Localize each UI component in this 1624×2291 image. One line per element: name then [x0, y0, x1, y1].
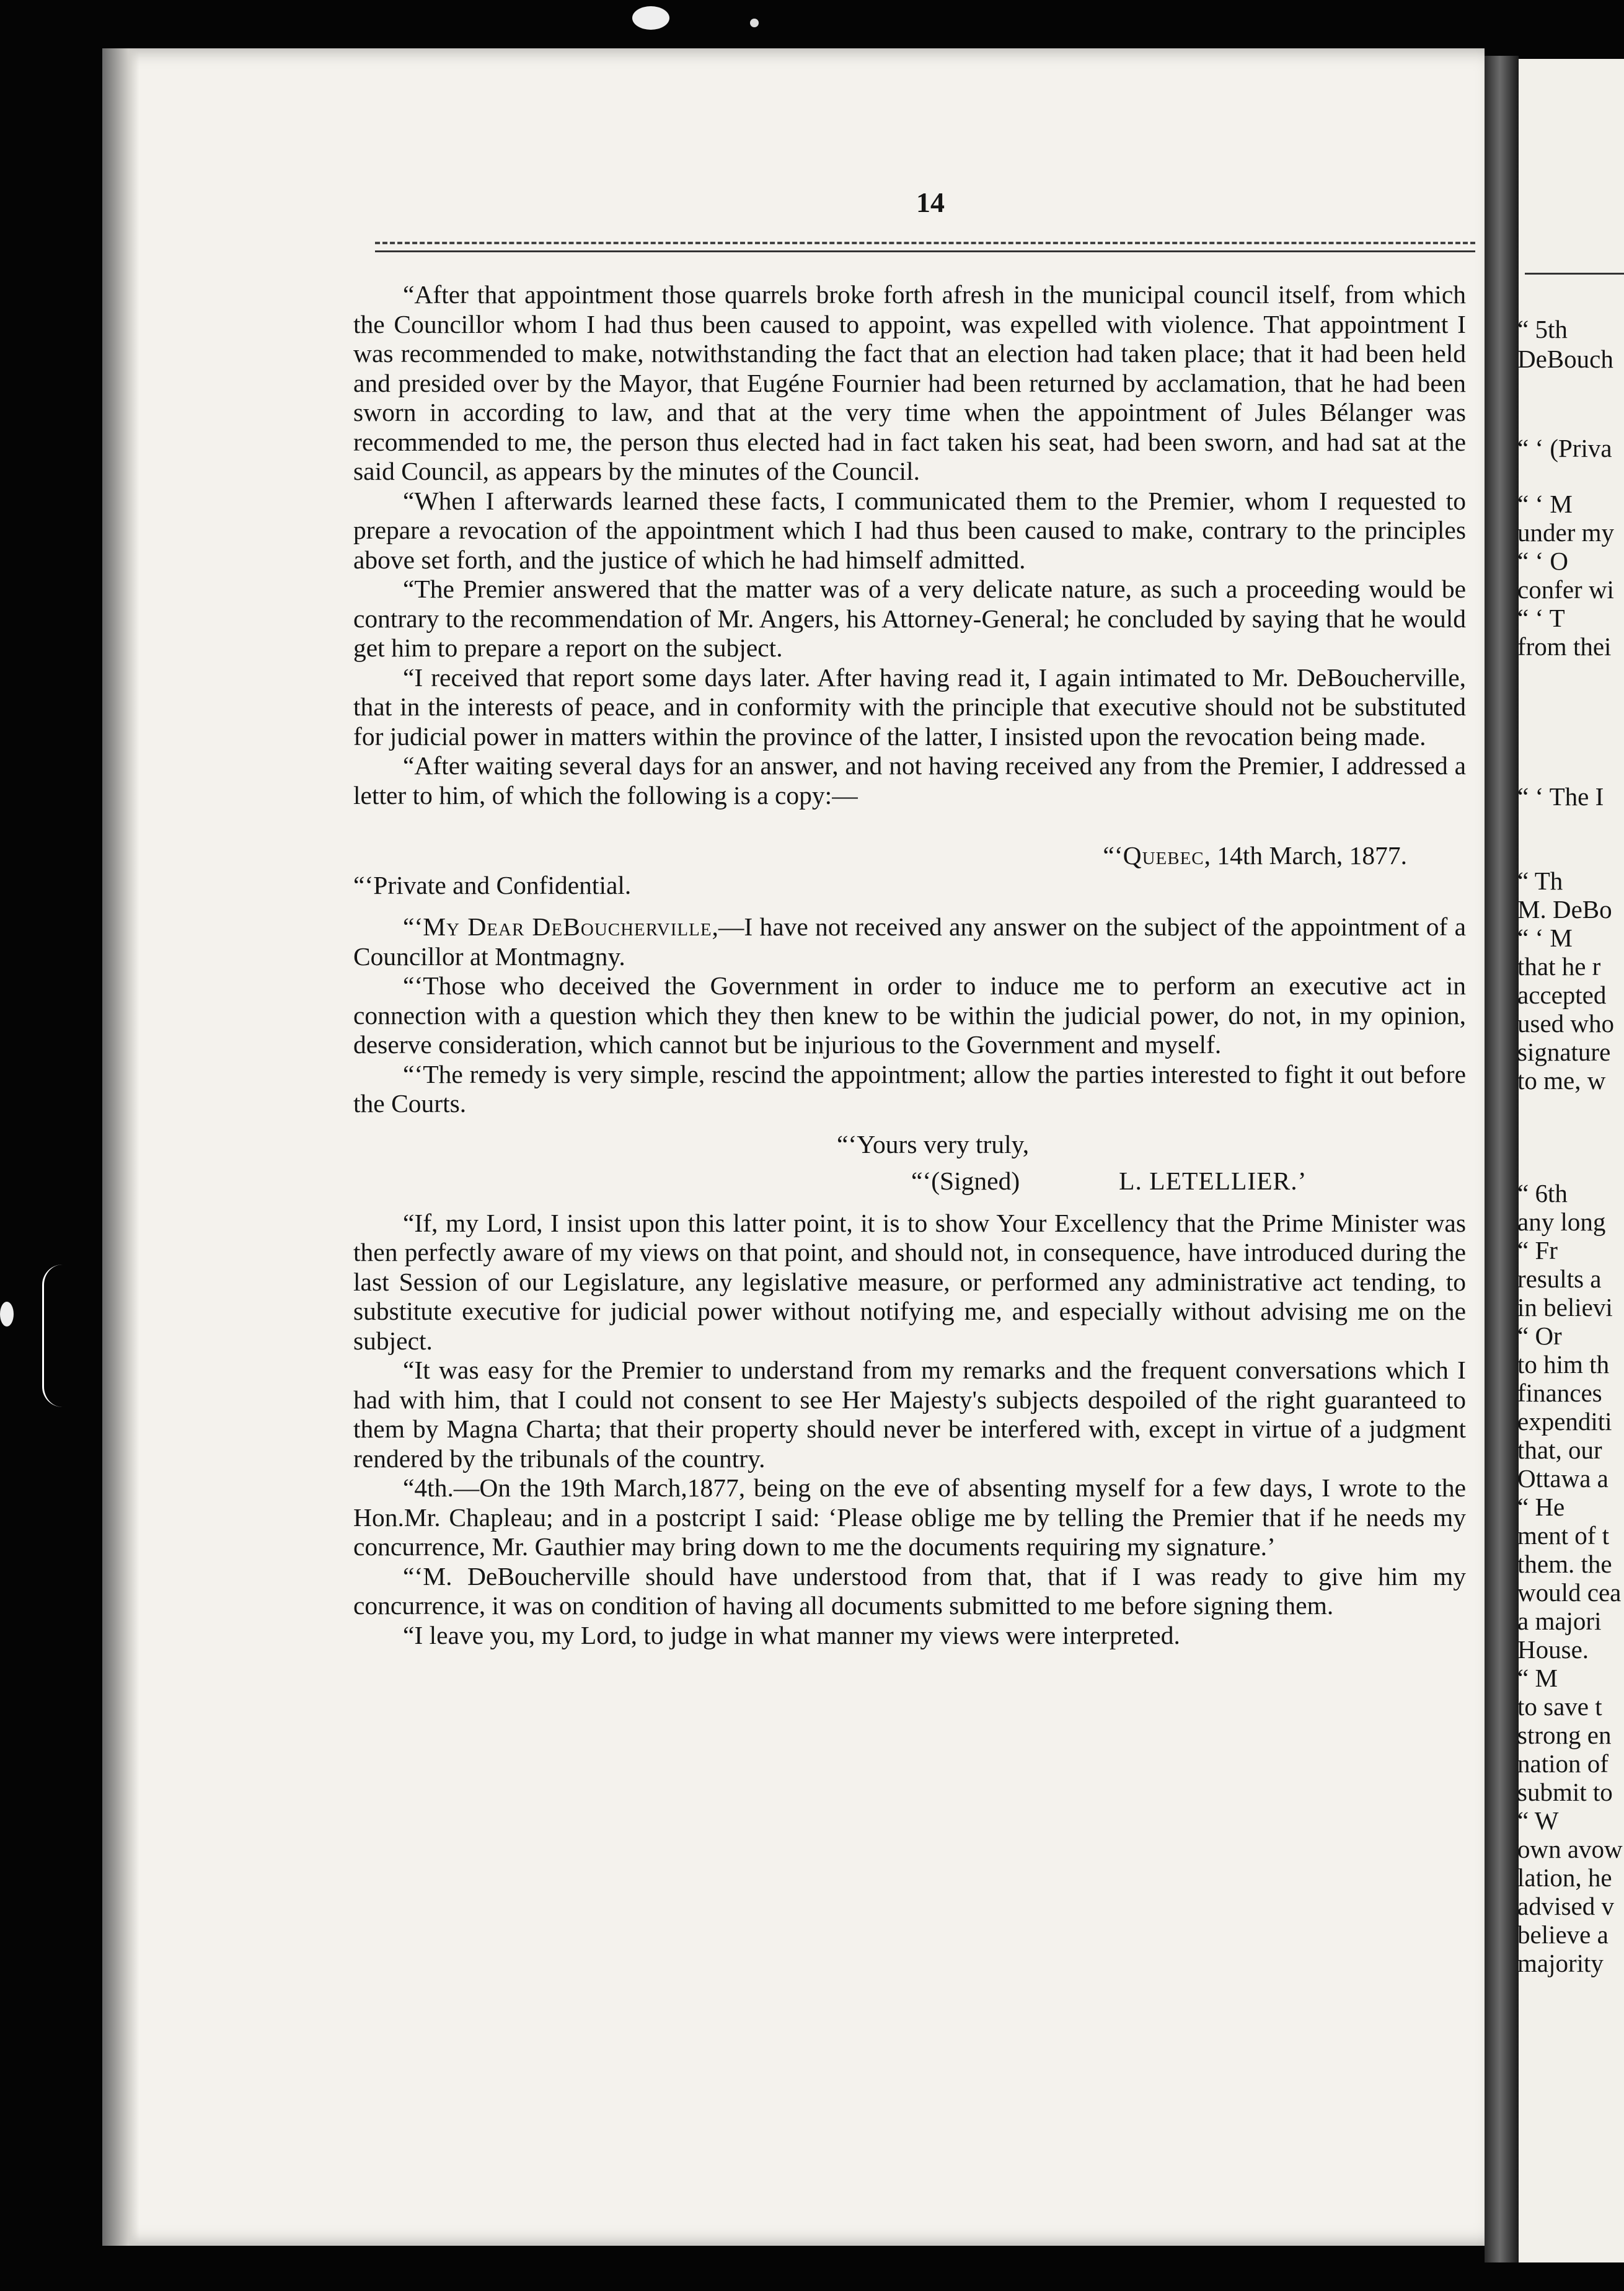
adjacent-page-fragment: in believi: [1517, 1293, 1613, 1322]
adjacent-page-fragment: to save t: [1517, 1692, 1602, 1721]
header-rule: [375, 250, 1475, 252]
adjacent-page-fragment: “ Th: [1517, 867, 1563, 895]
main-text: [353, 280, 1466, 1650]
adjacent-page-fragment: ment of t: [1517, 1521, 1610, 1550]
adjacent-page-fragment: DeBouch: [1517, 345, 1613, 373]
adjacent-page-fragment: used who: [1517, 1009, 1615, 1038]
letter-paragraph: “‘The remedy is very simple, rescind the appointment; allow the parties interested to fight it out before the Courts.: [353, 1059, 1466, 1118]
binding-edge: [102, 48, 139, 2246]
paragraph: “If, my Lord, I insist upon this latter point, it is to show Your Excellency that the Prime Minister was then perfectly aware of my views on that point, and should not, in consequence, have introduced during the last Session of our Legislature, any legislative measure, or performed any administrative act tending, to substitute executive for judicial power without notifying me, and especially without advising me on the subject.: [353, 1208, 1466, 1355]
adjacent-page-fragment: “ ‘ (Priva: [1517, 434, 1612, 462]
letter-private-note: “‘Private and Confidential.: [353, 870, 632, 899]
adjacent-page-fragment: Ottawa a: [1517, 1464, 1609, 1493]
signed-label: “‘(Signed): [911, 1167, 1020, 1195]
adjacent-page-fragment: a majori: [1517, 1607, 1602, 1635]
letter-dateline: [353, 841, 1466, 871]
adjacent-page-fragment: “ ‘ M: [1517, 490, 1573, 518]
adjacent-page-fragment: results a: [1517, 1265, 1602, 1293]
adjacent-page-fragment: believe a: [1517, 1920, 1609, 1949]
paragraph: “It was easy for the Premier to understand from my remarks and the frequent conversations which I had with him, that I could not consent to see Her Majesty's subjects despoiled of the right guaranteed to them by Magna Charta; that their property should never be interfered with, except in virtue of a judgment rendered by the tribunals of the country.: [353, 1356, 1466, 1473]
scan-speck: [0, 1302, 14, 1326]
adjacent-page-fragment: strong en: [1517, 1721, 1612, 1749]
adjacent-page-fragment: “ W: [1517, 1806, 1559, 1835]
adjacent-page-fragment: would cea: [1517, 1578, 1622, 1607]
salutation-text: ,—I have not received any answer on the subject of the appointment of a Councillor at Montmagny.: [353, 912, 1466, 971]
adjacent-page-fragment: from thei: [1517, 632, 1612, 661]
paragraph: “I received that report some days later. After having read it, I again intimated to Mr. DeBoucherville, that in the interests of peace, and in conformity with the principle that executive should not be substituted for judicial power in matters within the province of the latter, I insisted upon the revocation being made.: [353, 663, 1466, 751]
paragraph: “The Premier answered that the matter was of a very delicate nature, as such a proceeding would be contrary to the recommendation of Mr. Angers, his Attorney-General; he concluded by saying that he would get him to prepare a report on the subject.: [353, 575, 1466, 662]
scan-speck: [632, 6, 669, 30]
adjacent-page-fragment: submit to: [1517, 1778, 1613, 1806]
adjacent-page-fragment: “ ‘ M: [1517, 924, 1573, 952]
letter-signature-line: [353, 1167, 1466, 1196]
paragraph: “After waiting several days for an answer, and not having received any from the Premier, I addressed a letter to him, of which the following is a copy:—: [353, 751, 1466, 810]
letter-salutation: [353, 912, 1466, 971]
letter-paragraph: “‘Those who deceived the Government in order to induce me to perform an executive act in connection with a question which they then knew to be within the judicial power, do not, in my opinion, deserve consideration, which cannot but be injurious to the Government and myself.: [353, 971, 1466, 1059]
adjacent-page-fragment: accepted: [1517, 981, 1607, 1009]
adjacent-page-fragment: “ 6th: [1517, 1179, 1568, 1207]
adjacent-page-fragment: nation of: [1517, 1749, 1609, 1778]
adjacent-page-fragment: House.: [1517, 1635, 1589, 1664]
adjacent-page-fragment: “ 5th: [1517, 315, 1568, 343]
adjacent-page-fragment: “ Fr: [1517, 1236, 1558, 1265]
page-gutter: [1485, 56, 1519, 2262]
signature-name: L. LETELLIER.’: [1119, 1167, 1307, 1195]
adjacent-page-fragment: “ M: [1517, 1664, 1558, 1692]
adjacent-page-fragment: to me, w: [1517, 1066, 1606, 1095]
adjacent-page-fragment: “ ‘ T: [1517, 604, 1565, 632]
salutation-quote: “‘: [403, 912, 423, 941]
adjacent-page-fragment: finances: [1517, 1379, 1602, 1407]
adjacent-header-rule: [1525, 273, 1624, 275]
adjacent-page-fragment: confer wi: [1517, 575, 1614, 604]
adjacent-page-fragment: lation, he: [1517, 1863, 1612, 1892]
adjacent-page-fragment: that, our: [1517, 1436, 1602, 1464]
adjacent-page-fragment: M. DeBo: [1517, 895, 1612, 924]
scan-artifact: [42, 1265, 63, 1407]
adjacent-page-fragment: “ Or: [1517, 1322, 1562, 1350]
scan-speck: [750, 19, 759, 27]
adjacent-page-fragment: to him th: [1517, 1350, 1610, 1379]
paragraph: “I leave you, my Lord, to judge in what manner my views were interpreted.: [403, 1620, 1180, 1649]
adjacent-page-fragment: any long: [1517, 1207, 1606, 1236]
adjacent-page-fragment: own avow: [1517, 1835, 1623, 1863]
paragraph: “After that appointment those quarrels broke forth afresh in the municipal council itself, from which the Councillor whom I had thus been caused to appoint, was expelled with violence. That appointment I was recommended to make, notwithstanding the fact that an election had taken place; that it had been held and presided over by the Mayor, that Eugéne Fournier had been returned by acclamation, that he had been sworn in according to law, and that at the very time when the appointment of Jules Bélanger was recommended to me, the person thus elected had in fact taken his seat, had been sworn, and had sat at the said Council, as appears by the minutes of the Council.: [353, 280, 1466, 485]
paragraph: “‘M. DeBoucherville should have understood from that, that if I was ready to give him my concurrence, it was on condition of having all documents submitted to me before signing them.: [353, 1561, 1466, 1620]
dateline-quote: “‘: [1103, 841, 1123, 870]
adjacent-page-fragment: under my: [1517, 518, 1614, 547]
adjacent-page-fragment: signature: [1517, 1038, 1611, 1066]
header-rule: [375, 242, 1475, 244]
page-number: 14: [916, 187, 945, 218]
adjacent-page-fragment: expenditi: [1517, 1407, 1612, 1436]
adjacent-page-fragment: “ ‘ O: [1517, 547, 1568, 575]
adjacent-page-fragment: majority: [1517, 1949, 1604, 1977]
adjacent-page-fragment: “ He: [1517, 1493, 1565, 1521]
adjacent-page-fragment: them. the: [1517, 1550, 1612, 1578]
paragraph: “When I afterwards learned these facts, I communicated them to the Premier, whom I requested to prepare a revocation of the appointment which I had thus been caused to make, contrary to the principles above set forth, and the justice of which he had himself admitted.: [353, 486, 1466, 574]
dateline-city: Quebec: [1123, 841, 1204, 870]
salutation-name: My Dear DeBoucherville: [423, 912, 712, 941]
adjacent-page-fragment: “ ‘ The I: [1517, 782, 1604, 811]
dateline-date: , 14th March, 1877.: [1204, 841, 1407, 870]
adjacent-page-fragment: advised v: [1517, 1892, 1614, 1920]
paragraph: “4th.—On the 19th March,1877, being on the eve of absenting myself for a few days, I wrote to the Hon.Mr. Chapleau; and in a postcript I said: ‘Please oblige me by telling the Premier that if he needs my concurrence, Mr. Gauthier may bring down to me the documents requiring my signature.’: [353, 1473, 1466, 1561]
adjacent-page-fragment: that he r: [1517, 952, 1601, 981]
letter-closing: “‘Yours very truly,: [837, 1129, 1030, 1159]
